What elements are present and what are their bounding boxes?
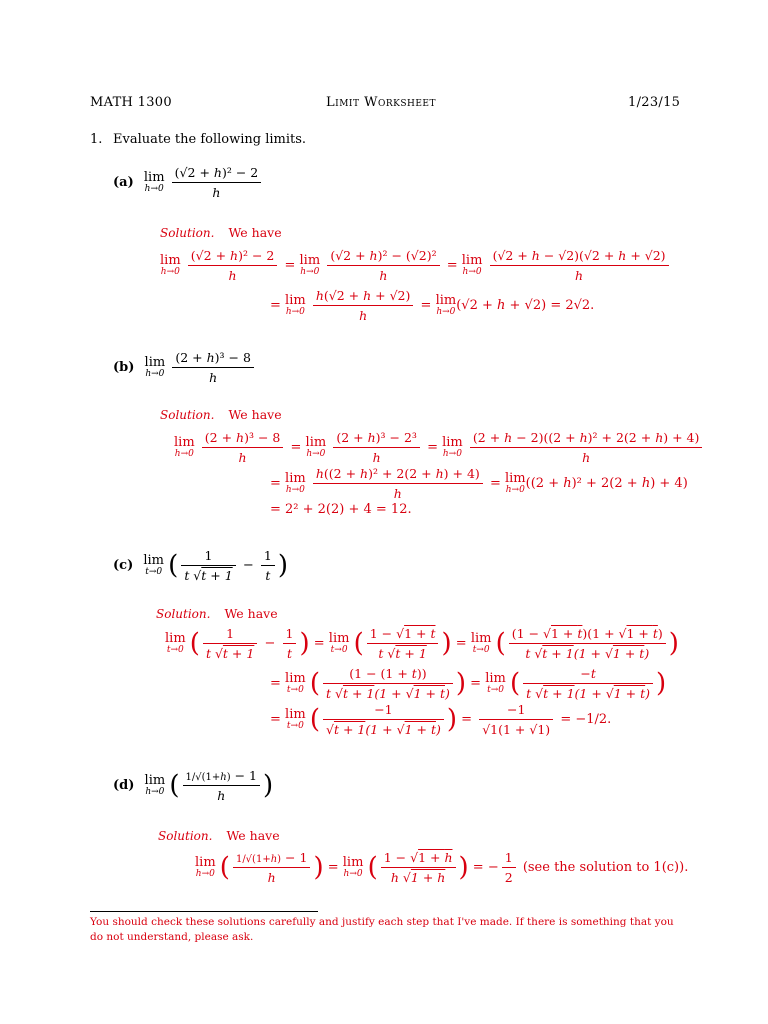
part-b-problem: (b) lim h→0 $\frac{\text{(2 + h)³ − 8}}{h}$	[113, 350, 257, 385]
part-d-problem: (d) lim h→0 ( $\frac{1/√(1+h) - 1}{h}$ )	[113, 768, 274, 803]
part-b-result: = 2² + 2(2) + 4 = 12.	[270, 502, 412, 517]
part-b-step-1: lim h→0 $\frac{\text{(2 + h)³ − 8}}{h}$ = lim h→0 $\frac{\text{(2 + h)³ − 2³}}{h}$ = lim h→0 $\frac{\text{(2 + h − 2)((2 + h)² + 2(2 + h) + 4)}}{h}$	[174, 430, 705, 465]
part-c-solution-heading	[156, 603, 278, 622]
we-have-text: We have	[228, 225, 282, 240]
solution-label: Solution.	[160, 408, 215, 422]
we-have-text: We have	[224, 606, 278, 621]
footnote: You should check these solutions carefully and justify each step that I've made. If there is something that you do not understand, please ask.	[90, 916, 674, 943]
footnote-rule	[90, 911, 318, 912]
problem-number: 1.	[90, 132, 103, 147]
part-d-solution-heading	[158, 825, 280, 844]
part-c-step-3: = lim t→0 ( $\frac{-1}{√t + 1(1 + √1 + t)}$ ) = $\frac{-1}{√1(1 + √1)}$ = −1/2.	[270, 702, 612, 737]
part-d-result: (see the solution to 1(c)).	[522, 860, 689, 875]
part-c-step-2: = lim t→0 ( $\frac{(1 - (1 + t))}{t √t + 1(1 + √1 + t)}$ ) = lim t→0 ( $\frac{-t}{t √t + 1(1 + √1 + t)}$ )	[270, 666, 667, 701]
we-have-text: We have	[228, 407, 282, 422]
course-label: MATH 1300	[90, 95, 172, 110]
part-a-result: = 2√2.	[550, 298, 595, 313]
part-b-label: (b)	[113, 360, 135, 375]
part-a-label: (a)	[113, 175, 134, 190]
date-label: 1/23/15	[628, 95, 681, 110]
solution-label: Solution.	[158, 829, 213, 843]
part-a-solution-heading	[160, 222, 282, 241]
part-d-step-1: lim h→0 ( $\frac{1/√(1+h) - 1}{h}$ ) = lim h→0 ( $\frac{1 - √1 + h}{h √1 + h}$ ) = − $\frac{1}{2}$ (see the solution to 1(c)).	[195, 850, 689, 885]
part-d-label: (d)	[113, 778, 135, 793]
worksheet-title: Limit Worksheet	[326, 95, 436, 110]
part-b-solution-heading	[160, 404, 282, 423]
problem-text: Evaluate the following limits.	[113, 132, 307, 147]
solution-label: Solution.	[160, 226, 215, 240]
part-a-problem: (a) lim h→0 $\frac{\text{(√2 + h)² − 2}}{h}$	[113, 165, 264, 200]
part-b-step-2: = lim h→0 $\frac{\text{h((2 + h)² + 2(2 + h) + 4)}}{h}$ = lim h→0 ((2 + h)² + 2(2 + h) + 4)	[270, 466, 688, 501]
we-have-text: We have	[226, 828, 280, 843]
part-c-label: (c)	[113, 558, 134, 573]
part-c-step-1: lim t→0 ( $\frac{1}{t √t + 1}$ − $\frac{1}{t}$ ) = lim t→0 ( $\frac{1 - √1 + t}{t √t + 1}$ ) = lim t→0 ( $\frac{(1 - √1 + t)(1 + √1 + t)}{t √t + 1(1 + √1 + t)}$ )	[165, 626, 679, 661]
part-c-problem: (c) lim t→0 ( $\frac{1}{t √t + 1}$ − $\frac{1}{t}$ )	[113, 548, 288, 583]
part-a-step-1: lim h→0 $\frac{\text{(√2 + h)² − 2}}{h}$ = lim h→0 $\frac{\text{(√2 + h)² − (√2)²}}{h}$ = lim h→0 $\frac{(√2 + h - √2)(√2 + h + √2)}{h}$	[160, 248, 672, 283]
part-a-step-2: = lim h→0 $\frac{h(√2 + h + √2)}{h}$ = lim h→0 (√2 + h + √2) = 2√2.	[270, 288, 595, 323]
part-c-result: = −1/2.	[560, 712, 612, 727]
solution-label: Solution.	[156, 607, 211, 621]
